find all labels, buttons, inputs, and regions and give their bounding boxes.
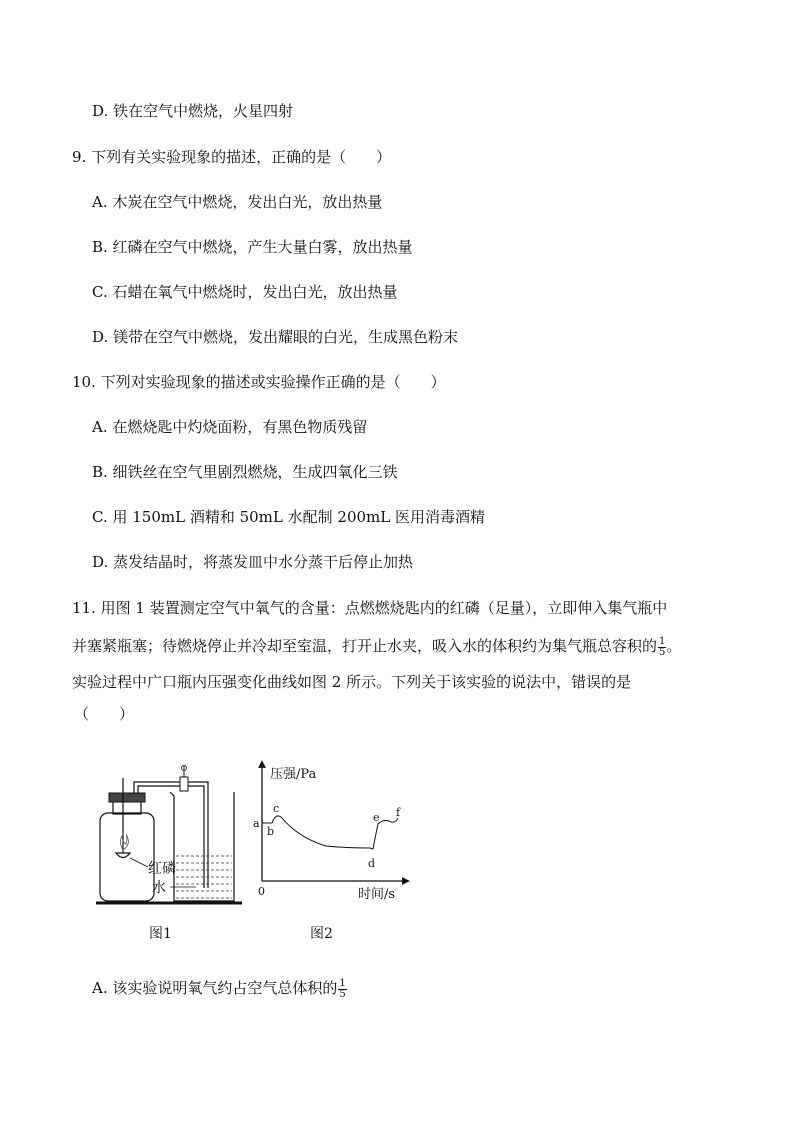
q10-option-a: A. 在燃烧匙中灼烧面粉，有黑色物质残留 — [92, 418, 368, 436]
combustion-spoon — [116, 853, 130, 858]
beaker — [170, 792, 234, 901]
q8-option-d: D. 铁在空气中燃烧，火星四射 — [92, 102, 294, 120]
q11-stem-line3: 实验过程中广口瓶内压强变化曲线如图 2 所示。下列关于该实验的说法中，错误的是 — [72, 673, 632, 691]
q11-stem-line1: 11. 用图 1 装置测定空气中氧气的含量：点燃燃烧匙内的红磷（足量），立即伸入集气瓶中 — [72, 599, 668, 617]
q11-option-a-text: A. 该实验说明氧气约占空气总体积的 — [92, 979, 338, 997]
figure-1-caption: 图1 — [149, 926, 172, 942]
point-a: a — [253, 817, 260, 830]
point-b: b — [267, 825, 275, 838]
y-axis-label: 压强/Pa — [270, 767, 317, 782]
q9-option-d: D. 镁带在空气中燃烧，发出耀眼的白光，生成黑色粉末 — [92, 328, 459, 346]
q11-option-a-fraction — [338, 979, 346, 1000]
figure-2-caption: 图2 — [310, 926, 333, 942]
q11-fraction-denominator: 5 — [659, 646, 666, 658]
q11-stem-line2 — [72, 636, 681, 658]
q11-stem-line2-text: 并塞紧瓶塞；待燃烧停止并冷却至室温，打开止水夹，吸入水的体积约为集气瓶总容积的 — [72, 637, 658, 655]
label-water: 水 — [152, 880, 166, 896]
q9-option-a: A. 木炭在空气中燃烧，发出白光，放出热量 — [92, 193, 383, 211]
figure-1-apparatus — [90, 760, 250, 910]
flame-icon — [121, 834, 129, 850]
q10-option-c: C. 用 150mL 酒精和 50mL 水配制 200mL 医用消毒酒精 — [92, 508, 485, 526]
water-clamp — [180, 777, 188, 791]
q11-fraction-numerator: 1 — [659, 635, 666, 647]
x-axis-label: 时间/s — [358, 887, 396, 900]
phosphorus-leader — [130, 858, 148, 867]
point-e: e — [373, 811, 380, 824]
q9-option-b: B. 红磷在空气中燃烧，产生大量白雾，放出热量 — [92, 238, 413, 256]
label-red-phosphorus: 红磷 — [148, 861, 176, 877]
origin-label: 0 — [258, 885, 265, 898]
figure-2-pressure-chart — [246, 760, 416, 900]
jar-stopper — [109, 793, 145, 802]
q10-stem: 10. 下列对实验现象的描述或实验操作正确的是（ ） — [72, 373, 446, 391]
point-d: d — [368, 857, 376, 870]
q9-stem: 9. 下列有关实验现象的描述，正确的是（ ） — [72, 148, 392, 166]
q11-stem-line4: （ ） — [74, 705, 135, 723]
q9-option-c: C. 石蜡在氧气中燃烧时，发出白光，放出热量 — [92, 283, 398, 301]
q11-option-a — [92, 978, 347, 1000]
gas-jar — [100, 813, 154, 901]
q11-option-a-fraction-denominator: 5 — [339, 988, 346, 1000]
point-f: f — [396, 806, 401, 819]
point-c: c — [273, 802, 280, 815]
q10-option-d: D. 蒸发结晶时，将蒸发皿中水分蒸干后停止加热 — [92, 553, 414, 571]
q11-option-a-fraction-numerator: 1 — [339, 977, 346, 989]
q10-option-b: B. 细铁丝在空气里剧烈燃烧，生成四氧化三铁 — [92, 463, 398, 481]
q11-stem-line2-end: 。 — [666, 637, 682, 655]
